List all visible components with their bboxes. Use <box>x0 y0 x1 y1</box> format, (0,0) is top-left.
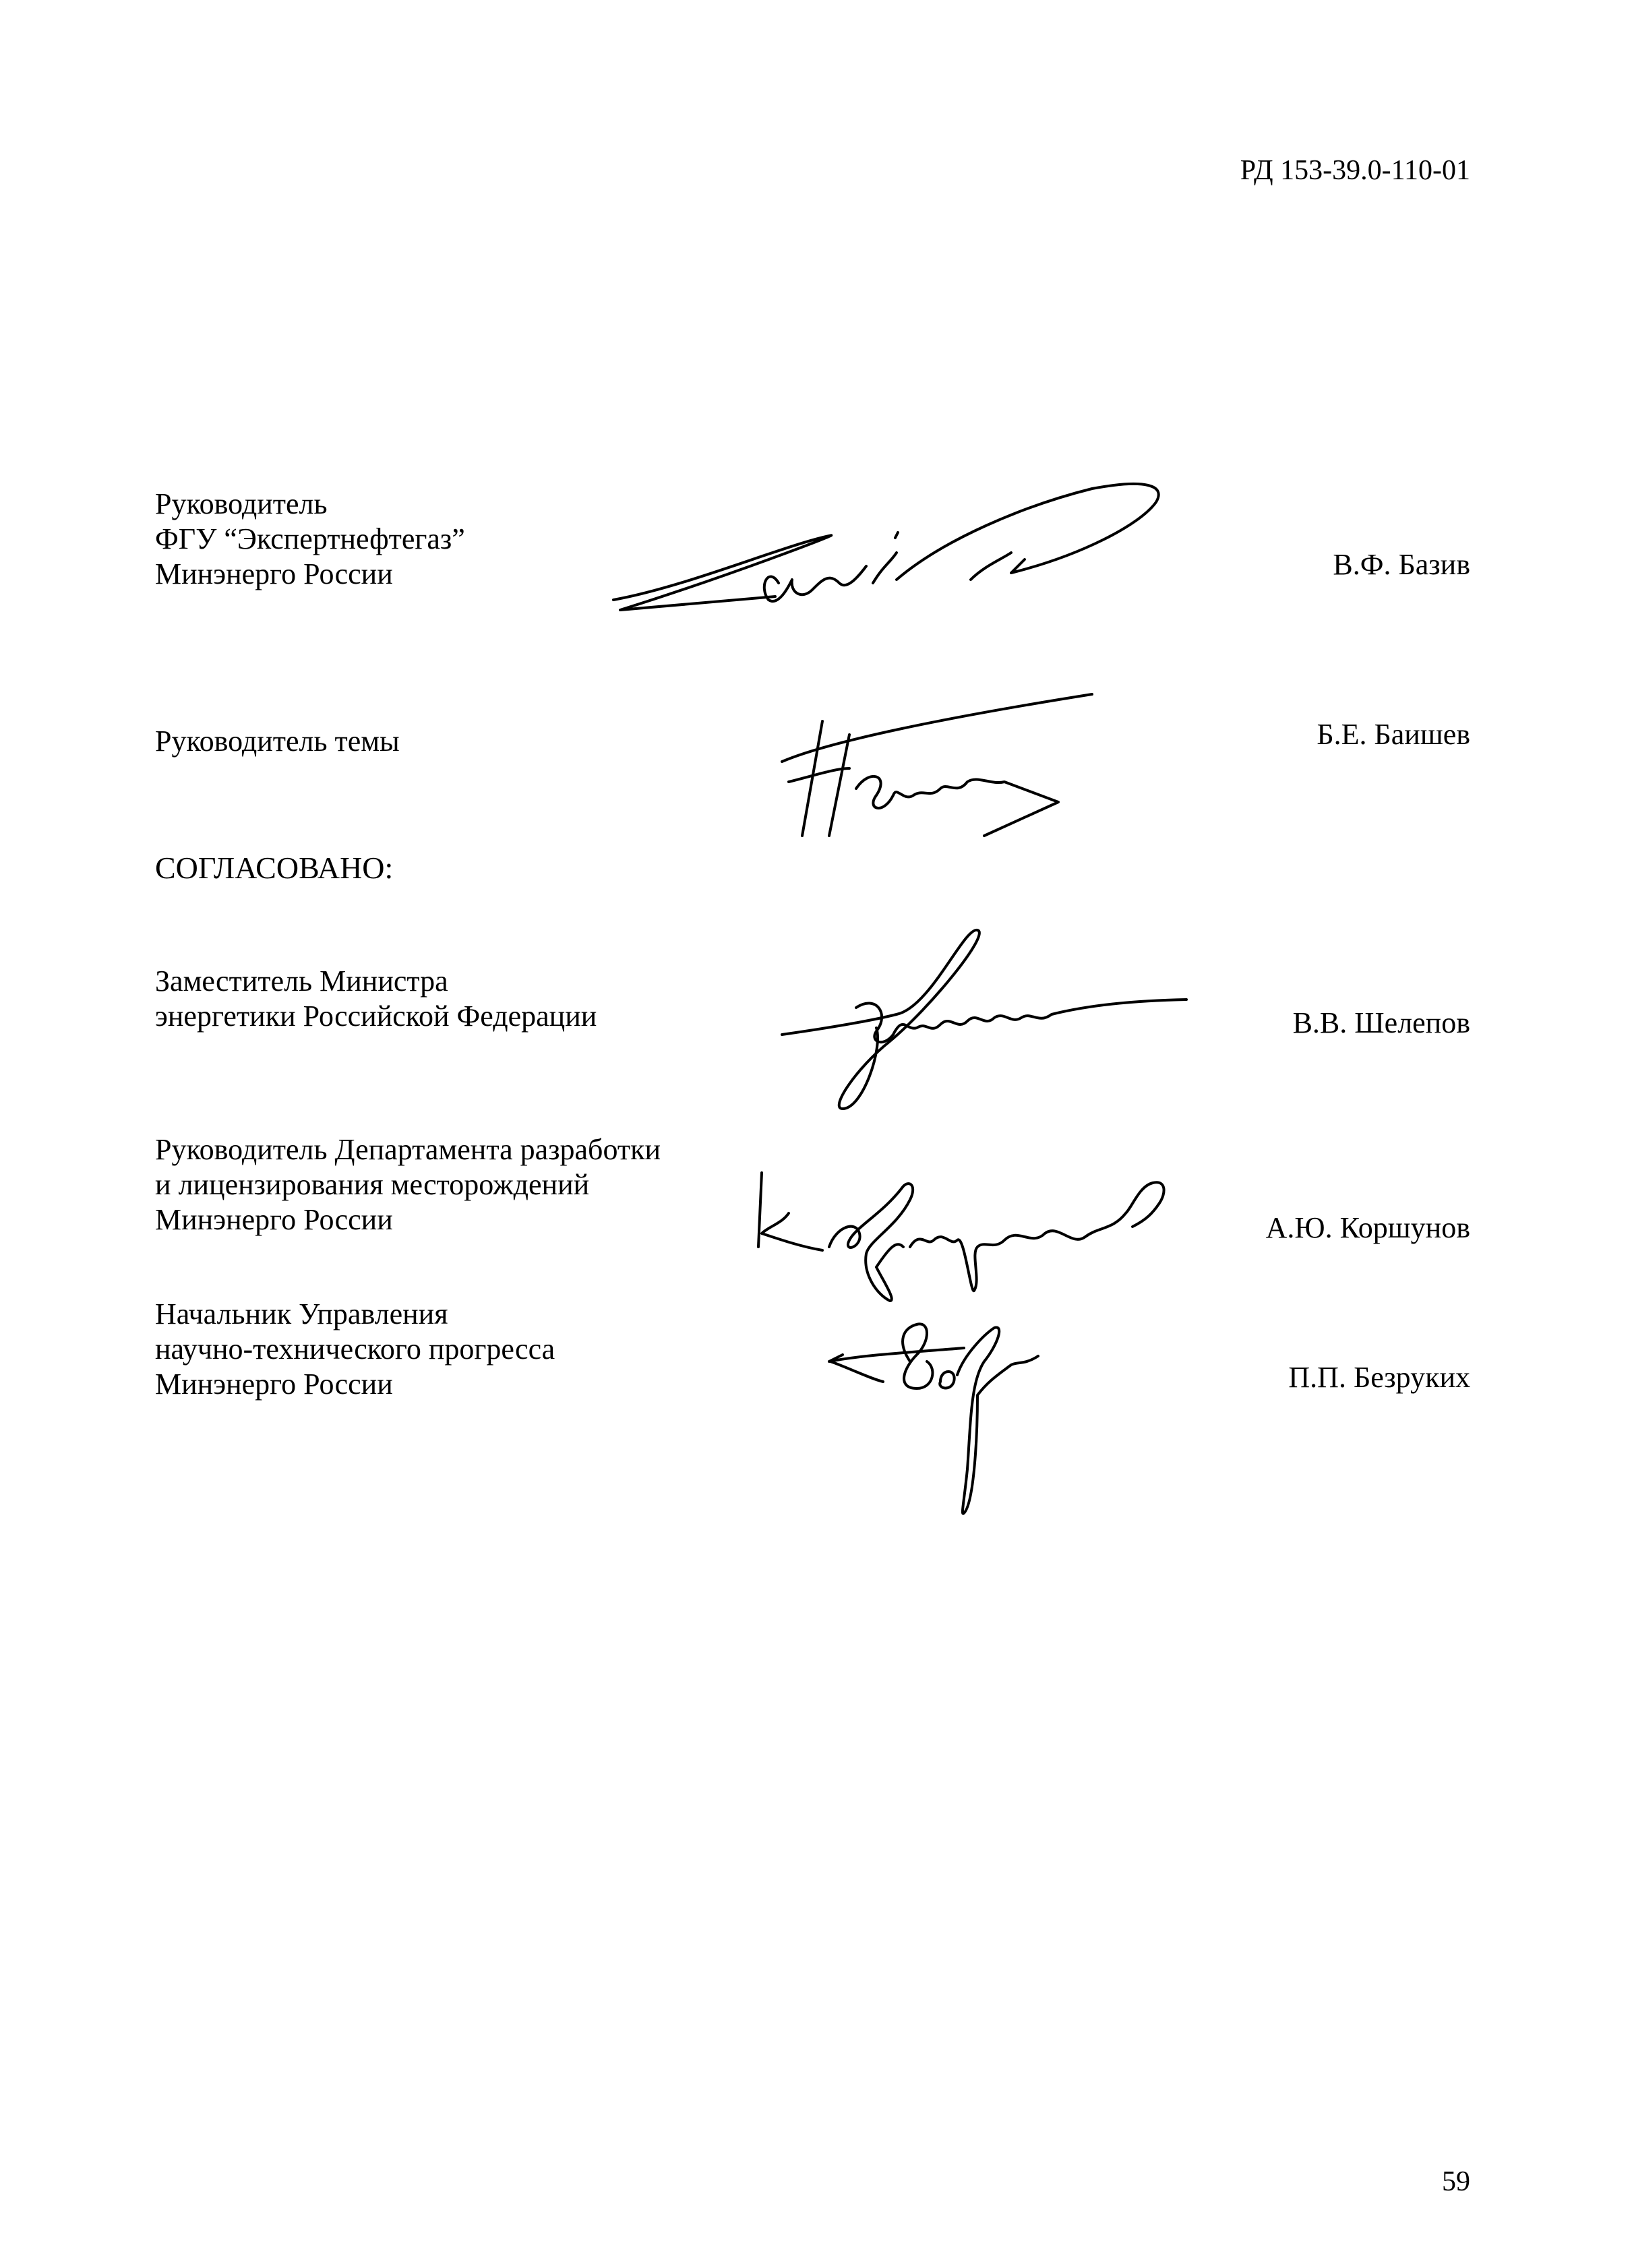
signature-baishev <box>775 681 1153 849</box>
position-line: энергетики Российской Федерации <box>155 1000 597 1033</box>
document-code: РД 153-39.0-110-01 <box>1240 155 1470 186</box>
signatory-position-bazin <box>155 487 465 592</box>
signatory-position-baishev <box>155 724 400 759</box>
position-line: Заместитель Министра <box>155 964 448 998</box>
signatory-name-shelepov: В.В. Шелепов <box>1292 1006 1470 1039</box>
position-line: научно-технического прогресса <box>155 1332 555 1366</box>
signature-bazin <box>607 465 1173 627</box>
signatory-position-shelepov <box>155 964 597 1034</box>
signatory-name-bezrukikh: П.П. Безруких <box>1288 1361 1470 1394</box>
signatory-name-bazin: В.Ф. Базив <box>1333 548 1470 581</box>
agreed-heading: СОГЛАСОВАНО: <box>155 851 394 885</box>
position-line: Минэнерго России <box>155 1368 393 1401</box>
position-line: Руководитель Департамента разработки <box>155 1133 661 1166</box>
position-line: Минэнерго России <box>155 557 393 590</box>
page-number: 59 <box>1442 2166 1470 2197</box>
position-line: Руководитель темы <box>155 725 400 758</box>
signatory-name-korshunov: А.Ю. Коршунов <box>1265 1211 1470 1244</box>
position-line: Начальник Управления <box>155 1297 448 1330</box>
signature-bezrukikh <box>822 1314 1106 1523</box>
signature-shelepov <box>768 913 1200 1115</box>
signature-korshunov <box>748 1146 1220 1308</box>
position-line: Минэнерго России <box>155 1203 393 1236</box>
position-line: ФГУ “Экспертнефтегаз” <box>155 522 465 555</box>
position-line: и лицензирования месторождений <box>155 1168 590 1201</box>
signatory-position-bezrukikh <box>155 1297 555 1402</box>
signatory-name-baishev: Б.Е. Баишев <box>1317 718 1470 751</box>
position-line: Руководитель <box>155 487 328 520</box>
signatory-position-korshunov <box>155 1132 661 1237</box>
